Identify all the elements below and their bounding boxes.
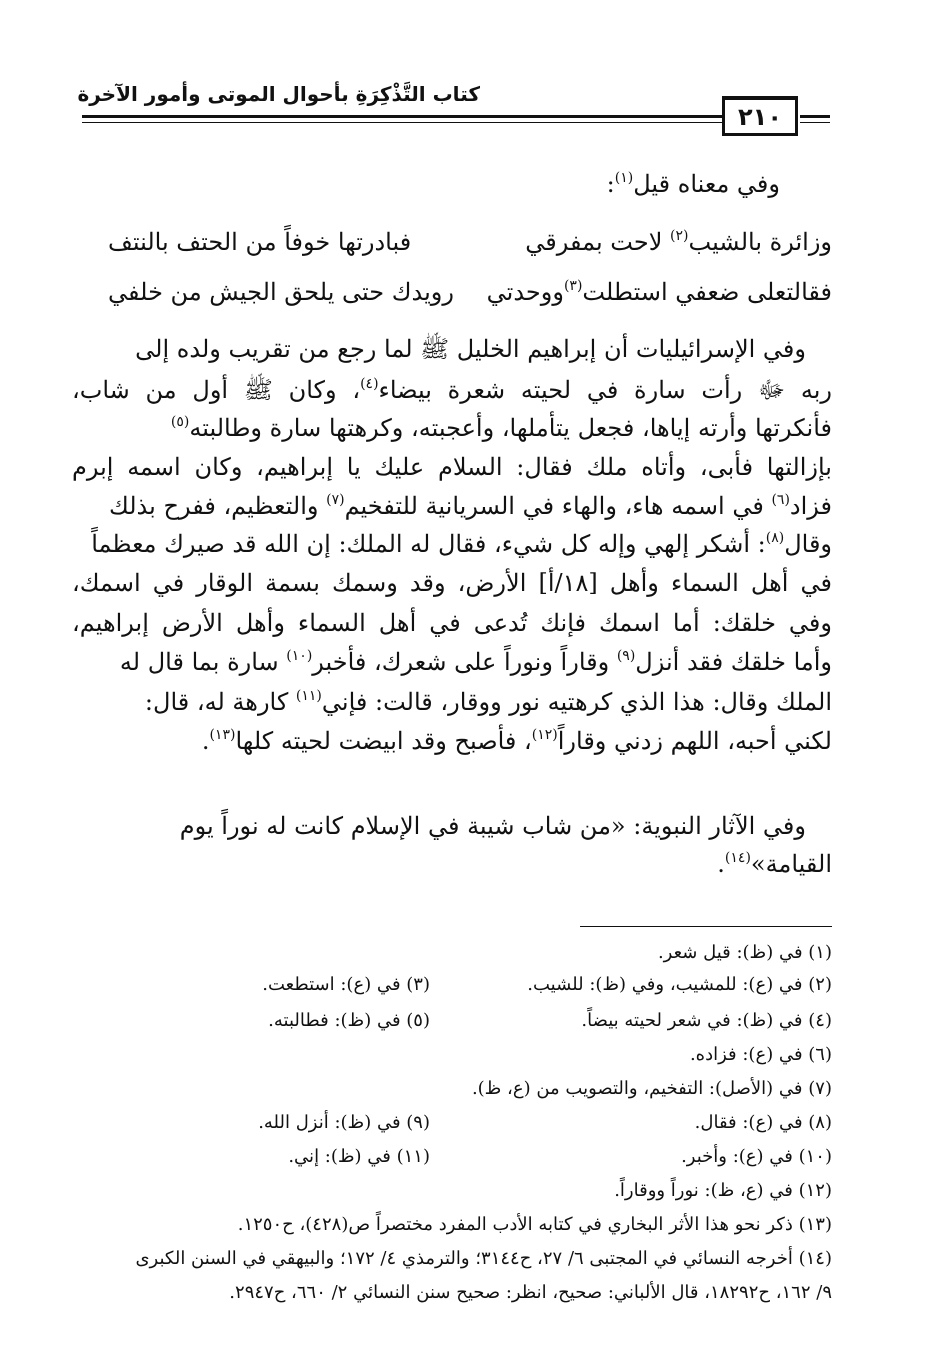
text: وقاراً ونوراً على شعرك، فأخبر (312, 648, 617, 676)
text: كارهة له، قال: (144, 688, 296, 716)
footnote-ref[interactable]: (٧) (326, 492, 345, 508)
footnote: (٨) في (ع): فقال. (694, 1112, 832, 1133)
footnote-ref[interactable]: (١٣) (209, 727, 236, 743)
paragraph-line (72, 490, 832, 522)
footnote: ٩/ ١٦٢، ح١٨٢٩٢، قال الألباني: صحيح، انظر: صحيح سنن النسائي ٢/ ٦٦٠، ح٢٩٤٧. (229, 1282, 832, 1303)
footnote: (١٣) ذكر نحو هذا الأثر البخاري في كتابه الأدب المفرد مختصراً ص(٤٢٨)، ح١٢٥٠. (237, 1214, 832, 1235)
footnote: (٧) في (الأصل): التفخيم، والتصويب من (ع، ظ). (471, 1078, 832, 1099)
header-rule-right (800, 115, 830, 118)
footnote-ref[interactable]: (١٠) (286, 648, 313, 664)
verse-1-hemistich-b: فبادرتها خوفاً من الحتف بالنتف (108, 228, 412, 256)
paragraph-line (72, 725, 832, 757)
paragraph-line (72, 848, 832, 880)
text: . (201, 727, 210, 755)
verse-2-hemistich-b: رويدك حتى يلحق الجيش من خلفي (108, 278, 454, 306)
footnote-ref[interactable]: (٢) (670, 228, 689, 244)
paragraph-line (72, 528, 832, 560)
text: ربه ﷻ رأت سارة في لحيته شعرة بيضاء (378, 376, 832, 404)
footnote: (١٤) أخرجه النسائي في المجتبى ٦/ ٢٧، ح٣١٤٤؛ والترمذي ٤/ ١٧٢؛ والبيهقي في السنن الكبرى (135, 1248, 832, 1269)
paragraph-line: وفي خلقك: أما اسمك فإنك تُدعى في أهل السماء وأهل الأرض إبراهيم، (72, 609, 832, 637)
footnote-separator (580, 926, 832, 927)
footnote-ref[interactable]: (١) (614, 170, 634, 186)
text: سارة بما قال له (119, 648, 287, 676)
text: ، فأصبح وقد ابيضت لحيته كلها (235, 727, 532, 755)
footnote: (١٢) في (ع، ظ): نوراً ووقاراً. (614, 1180, 832, 1201)
running-header-title: كتاب التَّذْكِرَةِ بأحوال الموتى وأمور الآخرة (77, 82, 480, 106)
verse-text: فقالتعلى ضعفي استطلت (582, 278, 832, 306)
footnote-ref[interactable]: (٨) (765, 530, 785, 546)
text: وقال (784, 530, 832, 558)
footnote-ref[interactable]: (١٤) (724, 850, 751, 866)
header-rule-right-thin (800, 122, 830, 123)
paragraph-line: بإزالتها فأبى، وأتاه ملك فقال: السلام عليك يا إبراهيم، وكان اسمه إبرم (72, 453, 832, 481)
intro-colon: : (606, 170, 615, 198)
paragraph-line (72, 686, 832, 718)
text: القيامة» (750, 850, 832, 878)
paragraph-line (72, 374, 832, 406)
text: ، وكان ﷺ أول من شاب، (72, 376, 361, 404)
paragraph-line (72, 412, 832, 444)
footnote-ref[interactable]: (١٢) (531, 727, 558, 743)
text: وأما خلقك فقد أنزل (635, 648, 832, 676)
text: فزاد (789, 492, 832, 520)
footnote-ref[interactable]: (٣) (563, 278, 583, 294)
footnote: (٣) في (ع): استطعت. (262, 974, 430, 995)
text: لكني أحبه، اللهم زدني وقاراً (557, 727, 832, 755)
footnote: (٢) في (ع): للمشيب، وفي (ظ): للشيب. (527, 974, 832, 995)
paragraph-line: في أهل السماء وأهل [١٨/أ] الأرض، وقد وسمك بسمة الوقار في اسمك، (72, 569, 832, 597)
footnote: (١) في (ظ): قيل شعر. (657, 942, 832, 963)
verse-text: ووحدتي (486, 278, 564, 306)
footnote: (٦) في (ع): فزاده. (689, 1044, 832, 1065)
intro-line (20, 168, 780, 200)
footnote-ref[interactable]: (٦) (771, 492, 790, 508)
footnote-ref[interactable]: (٤) (360, 376, 379, 392)
verse-1-hemistich-a (525, 226, 832, 258)
footnote-ref[interactable]: (٩) (616, 648, 636, 664)
footnote: (٥) في (ظ): فطالبته. (268, 1010, 430, 1031)
footnote: (٩) في (ظ): أنزل الله. (258, 1112, 430, 1133)
text: : أشكر إلهي وإله كل شيء، فقال له الملك: إن الله قد صيرك معظماً (91, 530, 766, 558)
intro-text: وفي معناه قيل (633, 170, 780, 198)
text: فأنكرتها وأرته إياها، فجعل يتأملها، وأعجبته، وكرهتها سارة وطالبته (189, 414, 832, 442)
text: الملك وقال: هذا الذي كرهتيه نور ووقار، قالت: فإني (321, 688, 832, 716)
header-rule (82, 115, 722, 118)
paragraph-line (72, 646, 832, 678)
footnote: (٤) في (ظ): في شعر لحيته بيضاً. (581, 1010, 832, 1031)
paragraph-line: وفي الإسرائيليات أن إبراهيم الخليل ﷺ لما رجع من تقريب ولده إلى (135, 335, 806, 363)
verse-text: لاحت بمفرقي (525, 228, 671, 256)
header-rule-thin (82, 122, 722, 123)
footnote-ref[interactable]: (١١) (295, 688, 322, 704)
footnote-ref[interactable]: (٥) (170, 414, 190, 430)
text: . (717, 850, 725, 878)
text: في اسمه هاء، والهاء في السريانية للتفخيم (344, 492, 772, 520)
paragraph-line: وفي الآثار النبوية: «من شاب شيبة في الإسلام كانت له نوراً يوم (179, 812, 806, 840)
verse-2-hemistich-a (487, 276, 832, 308)
page-number: ٢١٠ (722, 96, 798, 136)
footnote: (١١) في (ظ): إني. (288, 1146, 430, 1167)
text: والتعظيم، ففرح بذلك (109, 492, 327, 520)
footnote: (١٠) في (ع): وأخبر. (681, 1146, 832, 1167)
verse-text: وزائرة بالشيب (688, 228, 832, 256)
